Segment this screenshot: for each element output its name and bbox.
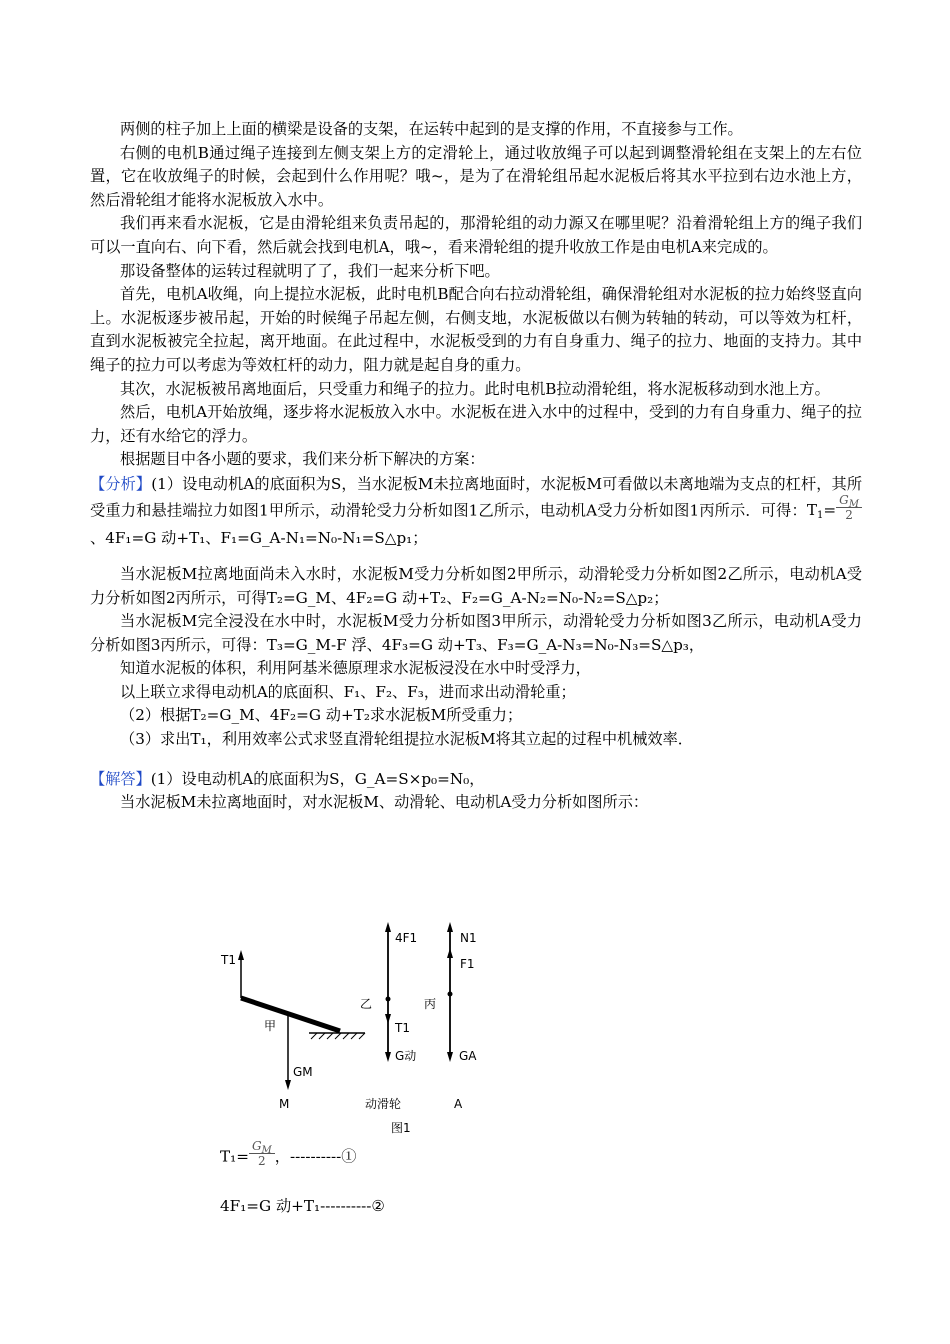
lever-board xyxy=(241,998,340,1031)
bing-label: 丙 xyxy=(424,997,437,1011)
paragraph-4: 那设备整体的运转过程就明了了，我们一起来分析下吧。 xyxy=(120,261,500,280)
paragraph-3: 我们再来看水泥板，它是由滑轮组来负责吊起的，那滑轮组的动力源又在哪里呢？沿着滑轮组上方的绳子我们可以一直向右、向下看，然后就会找到电机A，哦~，看来滑轮组的提升收放工作是由电机A来完成的。 xyxy=(90,214,862,256)
solution-text-1: (1）设电动机A的底面积为S，G_A=S×p₀=N₀， xyxy=(150,769,485,788)
jia-label: 甲 xyxy=(264,1019,277,1033)
equation-2: 4F₁=G 动+T₁----------② xyxy=(220,1197,386,1215)
motor-n1-arrowhead xyxy=(447,922,453,932)
analysis-text-6: （2）根据T₂=G_M、4F₂=G 动+T₂求水泥板M所受重力； xyxy=(120,706,523,725)
pulley-center-dot xyxy=(386,997,391,1002)
pulley-4f1-arrowhead xyxy=(385,922,391,932)
equation-1-fraction: $\frac{G_M}{2}$ xyxy=(249,1139,275,1168)
lever-gm-arrowhead xyxy=(285,1080,291,1090)
motor-ga-label: GA xyxy=(459,1049,477,1063)
analysis-text-2: 当水泥板M拉离地面尚未入水时，水泥板M受力分析如图2甲所示，动滑轮受力分析如图2乙所示，电动机A受力分析如图2丙所示，可得T₂=G_M、4F₂=G 动+T₂、F₂=G_A-N₂=N₀-N₂=S△p₂； xyxy=(90,564,862,607)
lever-t1-arrowhead xyxy=(238,950,244,960)
analysis-text-7: （3）求出T₁，利用效率公式求竖直滑轮组提拉水泥板M将其立起的过程中机械效率． xyxy=(120,730,693,749)
pulley-gdong-arrowhead xyxy=(385,1052,391,1062)
solution-tag: 【解答】 xyxy=(90,769,151,788)
analysis-t1: $T_1=$ xyxy=(806,501,837,522)
analysis-text-5: 以上联立求得电动机A的底面积、F₁、F₂、F₃，进而求出动滑轮重； xyxy=(120,682,576,701)
motor-center-dot xyxy=(448,992,453,997)
paragraph-8: 根据题目中各小题的要求，我们来分析下解决的方案： xyxy=(120,450,485,469)
fraction-gm-over-2: $\frac{G_M}{2}$ xyxy=(836,493,862,522)
paragraph-6: 其次，水泥板被吊离地面后，只受重力和绳子的拉力。此时电机B拉动滑轮组，将水泥板移动到水池上方。 xyxy=(120,379,830,398)
analysis-text-3: 当水泥板M完全浸没在水中时，水泥板M受力分析如图3甲所示，动滑轮受力分析如图3乙所示，电动机A受力分析如图3丙所示，可得：T₃=G_M-F 浮、4F₃=G 动+T₃、F₃=G_A-N₃=N₀-N₃=S△p₃， xyxy=(90,612,862,654)
motor-f1-label: F1 xyxy=(460,957,475,971)
lever-t1-label: T1 xyxy=(221,953,236,967)
m-label: M xyxy=(279,1097,290,1111)
pulley-caption-label: 动滑轮 xyxy=(365,1097,402,1111)
motor-caption-label: A xyxy=(454,1097,463,1111)
motor-n1-label: N1 xyxy=(460,931,477,945)
paragraph-7: 然后，电机A开始放绳，逐步将水泥板放入水中。水泥板在进入水中的过程中，受到的力有自身重力、绳子的拉力，还有水给它的浮力。 xyxy=(90,403,862,445)
figure-caption: 图1 xyxy=(391,1121,411,1135)
paragraph-2: 右侧的电机B通过绳子连接到左侧支架上方的定滑轮上，通过收放绳子可以起到调整滑轮组在支架上的左右位置，它在收放绳子的时候，会起到什么作用呢？哦~，是为了在滑轮组吊起水泥板后将其水平拉到右边水池上方，然后滑轮组才能将水泥板放入水中。 xyxy=(90,143,862,209)
pulley-gdong-label: G动 xyxy=(395,1049,417,1063)
paragraph-5: 首先，电机A收绳，向上提拉水泥板，此时电机B配合向右拉动滑轮组，确保滑轮组对水泥板的拉力始终竖直向上。水泥板逐步被吊起，开始的时候绳子吊起左侧，右侧支地，水泥板做以右侧为转轴的转动，可以等效为杠杆，直到水泥板被完全拉起，离开地面。在此过程中，水泥板受到的力有自身重力、绳子的拉力、地面的支持力。其中绳子的拉力可以考虑为等效杠杆的动力，阻力就是起自身的重力。 xyxy=(90,285,862,374)
solution-text-2: 当水泥板M未拉离地面时，对水泥板M、动滑轮、电动机A受力分析如图所示： xyxy=(120,793,649,812)
analysis-tag: 【分析】 xyxy=(90,474,152,493)
pulley-t1-label: T1 xyxy=(395,1021,410,1035)
analysis-text-1: (1）设电动机A的底面积为S，当水泥板M未拉离地面时，水泥板M可看做以未离地端为支点的杠杆，其所受重力和悬挂端拉力如图1甲所示，动滑轮受力分析如图1乙所示，电动机A受力分析如图1丙所示．可得： xyxy=(90,474,863,520)
force-diagram-svg xyxy=(205,918,505,1138)
analysis-text-4: 知道水泥板的体积，利用阿基米德原理求水泥板浸没在水中时受浮力， xyxy=(120,659,591,678)
motor-ga-arrowhead xyxy=(447,1052,453,1062)
pulley-4f1-label: 4F1 xyxy=(395,931,418,945)
ground-hatch xyxy=(311,1033,365,1039)
paragraph-1: 两侧的柱子加上上面的横梁是设备的支架，在运转中起到的是支撑的作用，不直接参与工作。 xyxy=(120,120,743,138)
pulley-t1-arrowhead xyxy=(385,1014,391,1024)
force-diagram-figure-1 xyxy=(205,918,505,1138)
yi-label: 乙 xyxy=(360,997,373,1011)
motor-f1-arrowhead xyxy=(447,948,453,958)
solution-intro xyxy=(90,768,862,792)
equation-1: T₁= $\frac{G_M}{2}$ ，----------① xyxy=(220,1139,357,1168)
document-body xyxy=(90,118,862,815)
lever-gm-label: GM xyxy=(293,1065,313,1079)
analysis-intro xyxy=(90,472,862,551)
analysis-text-1-tail: 、4F₁=G 动+T₁、F₁=G_A-N₁=N₀-N₁=S△p₁； xyxy=(90,528,428,547)
